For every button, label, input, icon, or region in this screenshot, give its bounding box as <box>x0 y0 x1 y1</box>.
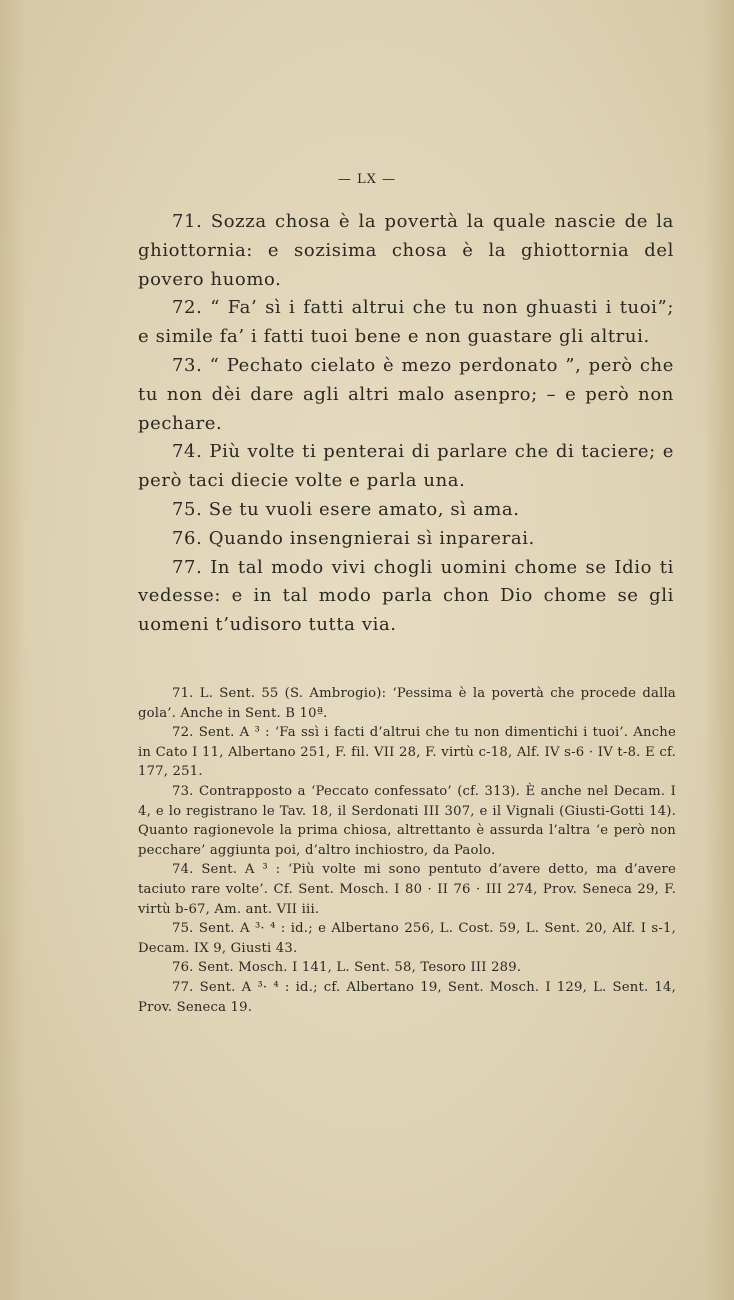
note-number: 77. <box>172 979 194 995</box>
note-text: Sent. A ³· ⁴ : id.; cf. Albertano 19, Sent. Mosch. I 129, L. Sent. 14, Prov. Seneca 19. <box>138 979 676 1015</box>
note-75 <box>138 919 676 958</box>
note-number: 73. <box>172 783 194 799</box>
saying-number: 71. <box>172 211 203 232</box>
saying-number: 73. <box>172 354 203 376</box>
note-number: 76. <box>172 960 194 976</box>
saying-number: 76. <box>172 527 203 549</box>
note-text: Sent. A ³ : ‘Fa ssì i facti d’altrui che tu non dimentichi i tuoi’. Anche in Cato I 11, Albertano 251, F. fil. VII 28, F. virtù c-18, Alf. IV s-6 · IV t-8. E cf. 177, 251. <box>138 725 676 780</box>
saying-number: 72. <box>172 297 203 319</box>
saying-text: Sozza chosa è la povertà la quale nascie de la ghiottornia: e sozisima chosa è la ghiottornia del povero huomo. <box>138 211 674 290</box>
saying-74 <box>138 438 674 496</box>
note-text: Sent. A ³· ⁴ : id.; e Albertano 256, L. Cost. 59, L. Sent. 20, Alf. I s-1, Decam. IX 9, Giusti 43. <box>138 921 676 956</box>
sayings-block <box>138 208 674 640</box>
note-text: Sent. Mosch. I 141, L. Sent. 58, Tesoro III 289. <box>197 960 522 976</box>
note-72 <box>138 723 676 782</box>
note-number: 71. <box>172 686 194 701</box>
footnotes-block <box>138 684 676 1017</box>
saying-text: In tal modo vivi chogli uomini chome se Idio ti vedesse: e in tal modo parla chon Dio chome se gli uomeni t’udisoro tutta via. <box>138 556 674 636</box>
note-number: 72. <box>172 725 194 741</box>
saying-number: 75. <box>172 498 203 520</box>
note-text: Sent. A ³ : ‘Più volte mi sono pentuto d’avere detto, ma d’avere taciuto rare volte’. Cf. Sent. Mosch. I 80 · II 76 · III 274, Prov. Seneca 29, F. virtù b-67, Am. ant. VII iii. <box>138 862 676 917</box>
note-74 <box>138 860 676 919</box>
saying-75 <box>138 496 674 525</box>
saying-77 <box>138 554 674 640</box>
saying-text: Più volte ti penterai di parlare che di taciere; e però taci diecie volte e parla una. <box>138 441 674 492</box>
saying-number: 77. <box>172 556 203 578</box>
saying-number: 74. <box>172 441 203 463</box>
note-text: Contrapposto a ‘Peccato confessato’ (cf. 313). È anche nel Decam. I 4, e lo registrano le Tav. 18, il Serdonati III 307, e il Vignali (Giusti-Gotti 14). Quanto ragionevole la prima chiosa, altrettanto è assurda l’altra ‘e però non pecchare’ aggiunta poi, d’altro inchiostro, da Paolo. <box>138 783 676 858</box>
note-number: 74. <box>172 862 194 878</box>
saying-76 <box>138 525 674 554</box>
note-number: 75. <box>172 921 194 937</box>
saying-71 <box>138 208 674 294</box>
saying-text: “ Fa’ sì i fatti altrui che tu non ghuasti i tuoi”; e simile fa’ i fatti tuoi bene e non guastare gli altrui. <box>138 297 674 348</box>
note-77 <box>138 978 676 1017</box>
saying-text: Se tu vuoli esere amato, sì ama. <box>208 498 520 520</box>
note-73 <box>138 782 676 860</box>
note-71 <box>138 684 676 723</box>
page-header: — LX — <box>337 172 397 187</box>
saying-text: “ Pechato cielato è mezo perdonato ”, però che tu non dèi dare agli altri malo asenpro; – e però non pechare. <box>138 354 674 434</box>
note-76 <box>138 958 676 978</box>
note-text: L. Sent. 55 (S. Ambrogio): ‘Pessima è la povertà che procede dalla gola’. Anche in Sent. B 10ª. <box>138 686 676 721</box>
saying-text: Quando insengnierai sì inparerai. <box>208 527 535 549</box>
saying-72 <box>138 294 674 352</box>
saying-73 <box>138 352 674 438</box>
